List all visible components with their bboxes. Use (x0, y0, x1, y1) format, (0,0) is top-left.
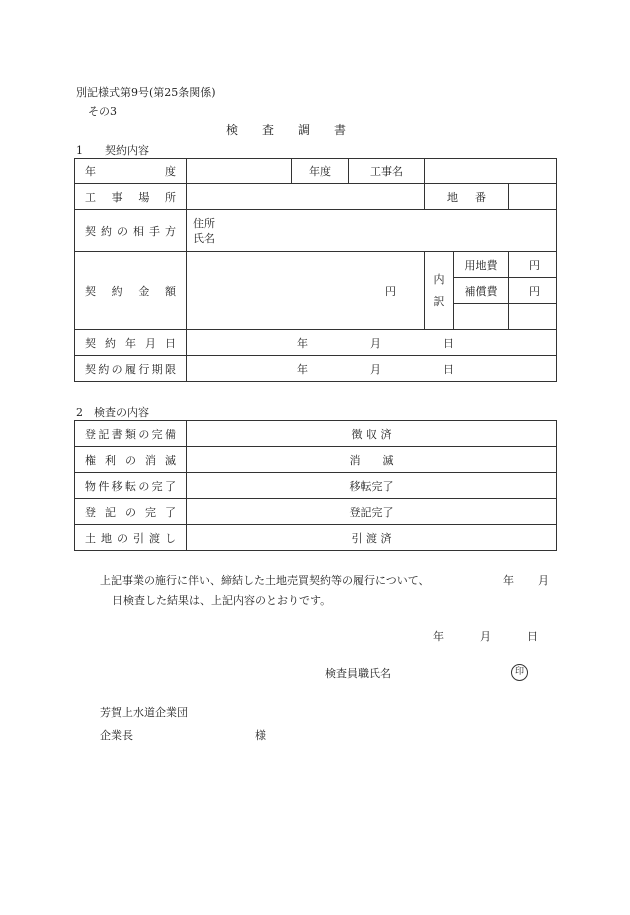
section1-heading: 1 契約内容 (76, 144, 149, 157)
addressee-honorific: 様 (255, 729, 266, 742)
seal-mark: 印 (511, 664, 528, 681)
year-value (187, 159, 292, 184)
section2-heading: 2 検査の内容 (76, 406, 149, 419)
inspection-item-label: 権利の消滅 (75, 447, 187, 473)
land-fee-label: 用地費 (454, 252, 509, 278)
land-fee-unit: 円 (509, 252, 557, 278)
place-label: 工事場所 (75, 184, 187, 210)
party-value (187, 210, 557, 252)
date-year: 年 (433, 630, 444, 643)
inspection-item-label: 土地の引渡し (75, 525, 187, 551)
date-month: 月 (480, 630, 491, 643)
deadline-label: 契約の履行期限 (75, 356, 187, 382)
lot-value (509, 184, 557, 210)
statement-line2: 日検査した結果は、上記内容のとおりです。 (112, 594, 332, 607)
inspection-item-status: 登記完了 (187, 499, 557, 525)
inspection-item-label: 物件移転の完了 (75, 473, 187, 499)
contract-table (74, 158, 557, 382)
inspection-item-status: 引 渡 済 (187, 525, 557, 551)
form-sub-reference: その3 (88, 105, 117, 118)
inspection-item-status: 徴 収 済 (187, 421, 557, 447)
breakdown-label: 内 訳 (425, 252, 454, 330)
page-title: 検 査 調 書 (226, 123, 347, 137)
place-value (187, 184, 425, 210)
work-name-label: 工事名 (349, 159, 425, 184)
breakdown-blank-label (454, 304, 509, 330)
addressee-title: 企業長 (100, 729, 133, 742)
party-label: 契約の相手方 (75, 210, 187, 252)
contract-date-label: 契約年月日 (75, 330, 187, 356)
year-unit: 年度 (292, 159, 349, 184)
year-label: 年 度 (75, 159, 187, 184)
deadline-value: 年 月 日 (187, 356, 557, 382)
date-day: 日 (527, 630, 538, 643)
comp-fee-label: 補償費 (454, 278, 509, 304)
inspection-item-label: 登記の完了 (75, 499, 187, 525)
breakdown-blank-value (509, 304, 557, 330)
lot-label: 地 番 (425, 184, 509, 210)
party-name-label: 氏名 (193, 231, 215, 245)
statement-month: 月 (538, 574, 549, 587)
contract-date-value: 年 月 日 (187, 330, 557, 356)
inspection-item-status: 移転完了 (187, 473, 557, 499)
inspection-item-label: 登記書類の完備 (75, 421, 187, 447)
party-address-label: 住所 (193, 216, 215, 230)
comp-fee-unit: 円 (509, 278, 557, 304)
statement-year: 年 (503, 574, 514, 587)
amount-label: 契約金額 (75, 252, 187, 330)
work-name-value (425, 159, 557, 184)
inspection-item-status: 消 滅 (187, 447, 557, 473)
inspector-label: 検査員職氏名 (325, 667, 391, 680)
addressee-org: 芳賀上水道企業団 (100, 706, 188, 719)
inspection-table (74, 420, 557, 551)
statement-line1: 上記事業の施行に伴い、締結した土地売買契約等の履行について、 (100, 574, 430, 587)
form-reference: 別記様式第9号(第25条関係) (76, 86, 216, 99)
amount-unit: 円 (187, 252, 425, 330)
